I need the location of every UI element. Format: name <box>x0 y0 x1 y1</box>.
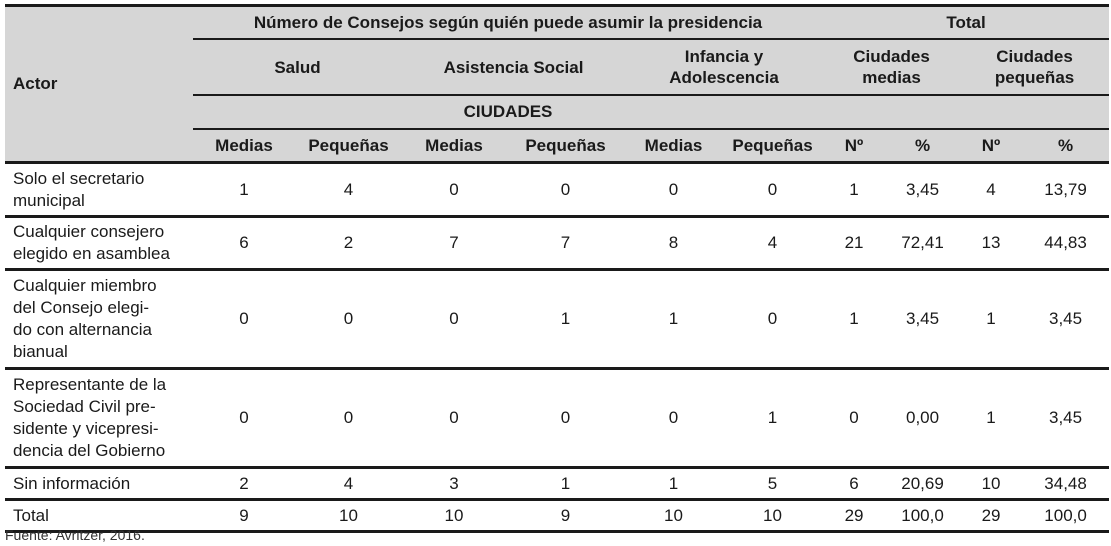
table-cell: 34,48 <box>1022 468 1109 500</box>
subcol-header: % <box>885 129 960 163</box>
table-cell: 0 <box>402 163 506 217</box>
header-sector-asistencia: Asistencia Social <box>402 39 625 95</box>
table-row <box>5 369 1109 468</box>
table-cell: 2 <box>193 468 295 500</box>
table-cell: 1 <box>625 468 722 500</box>
table-cell: 29 <box>823 500 885 532</box>
row-label: Cualquier consejero elegido en asamblea <box>5 217 193 270</box>
table-cell: 0 <box>722 163 823 217</box>
table-cell: 10 <box>625 500 722 532</box>
header-group-title: Número de Consejos según quién puede asumir la presidencia <box>193 6 823 40</box>
subcol-header: Pequeñas <box>722 129 823 163</box>
subcol-header: Medias <box>402 129 506 163</box>
table-cell: 13 <box>960 217 1022 270</box>
table-cell: 6 <box>193 217 295 270</box>
table-cell: 7 <box>506 217 625 270</box>
table-row <box>5 468 1109 500</box>
table-cell: 4 <box>722 217 823 270</box>
table-cell: 20,69 <box>885 468 960 500</box>
subcol-header: Pequeñas <box>506 129 625 163</box>
table-cell: 9 <box>506 500 625 532</box>
table-cell: 3,45 <box>1022 369 1109 468</box>
header-ciudades: CIUDADES <box>193 95 823 129</box>
table-cell: 3 <box>402 468 506 500</box>
table-cell: 44,83 <box>1022 217 1109 270</box>
table-cell: 1 <box>960 270 1022 369</box>
header-total: Total <box>823 6 1109 40</box>
subcol-header: Nº <box>823 129 885 163</box>
subcol-header: Nº <box>960 129 1022 163</box>
table-cell: 6 <box>823 468 885 500</box>
presidency-table <box>5 4 1109 533</box>
header-actor: Actor <box>5 6 193 163</box>
subcol-header: Medias <box>193 129 295 163</box>
table-cell: 3,45 <box>1022 270 1109 369</box>
table-cell: 1 <box>506 468 625 500</box>
table-cell: 100,0 <box>885 500 960 532</box>
table-cell: 13,79 <box>1022 163 1109 217</box>
table-cell: 1 <box>722 369 823 468</box>
table-cell: 1 <box>823 270 885 369</box>
table-row <box>5 270 1109 369</box>
table-cell: 0 <box>823 369 885 468</box>
table-cell: 10 <box>722 500 823 532</box>
table-cell: 3,45 <box>885 163 960 217</box>
table-cell: 0 <box>295 369 402 468</box>
table-cell: 3,45 <box>885 270 960 369</box>
table-cell: 21 <box>823 217 885 270</box>
table-cell: 100,0 <box>1022 500 1109 532</box>
table-cell: 10 <box>960 468 1022 500</box>
header-sector-salud: Salud <box>193 39 402 95</box>
subcol-header: Pequeñas <box>295 129 402 163</box>
source-note: Fuente: Avritzer, 2016. <box>5 527 145 543</box>
row-label: Representante de la Sociedad Civil pre- sidente y vicepresi- dencia del Gobierno <box>5 369 193 468</box>
table-header <box>5 6 1109 163</box>
table-cell: 1 <box>506 270 625 369</box>
row-label: Solo el secretario municipal <box>5 163 193 217</box>
header-ciudades-blank <box>823 95 1109 129</box>
table-cell: 72,41 <box>885 217 960 270</box>
table-cell: 1 <box>823 163 885 217</box>
table-cell: 10 <box>295 500 402 532</box>
table-row <box>5 163 1109 217</box>
table-cell: 4 <box>295 163 402 217</box>
table-cell: 10 <box>402 500 506 532</box>
table-cell: 0 <box>402 369 506 468</box>
table-cell: 0 <box>193 270 295 369</box>
table-cell: 7 <box>402 217 506 270</box>
table-cell: 29 <box>960 500 1022 532</box>
row-label: Sin información <box>5 468 193 500</box>
table-cell: 0 <box>506 163 625 217</box>
header-total-pequenas: Ciudades pequeñas <box>960 39 1109 95</box>
table-row <box>5 500 1109 532</box>
table-cell: 1 <box>960 369 1022 468</box>
row-label: Total <box>5 500 193 532</box>
table-cell: 0 <box>295 270 402 369</box>
table-cell: 0 <box>506 369 625 468</box>
subcol-header: Medias <box>625 129 722 163</box>
row-label: Cualquier miembro del Consejo elegi- do con alternancia bianual <box>5 270 193 369</box>
table-cell: 5 <box>722 468 823 500</box>
subcol-header: % <box>1022 129 1109 163</box>
table-cell: 1 <box>193 163 295 217</box>
header-sector-infancia: Infancia y Adolescencia <box>625 39 823 95</box>
table-cell: 1 <box>625 270 722 369</box>
table-cell: 0 <box>193 369 295 468</box>
table-body <box>5 163 1109 532</box>
table-cell: 2 <box>295 217 402 270</box>
table-row <box>5 217 1109 270</box>
table-cell: 4 <box>295 468 402 500</box>
table-cell: 0 <box>625 163 722 217</box>
table-cell: 4 <box>960 163 1022 217</box>
table-cell: 0 <box>402 270 506 369</box>
table-cell: 9 <box>193 500 295 532</box>
header-total-medias: Ciudades medias <box>823 39 960 95</box>
table-cell: 0 <box>625 369 722 468</box>
table-cell: 0 <box>722 270 823 369</box>
table-cell: 8 <box>625 217 722 270</box>
table-cell: 0,00 <box>885 369 960 468</box>
